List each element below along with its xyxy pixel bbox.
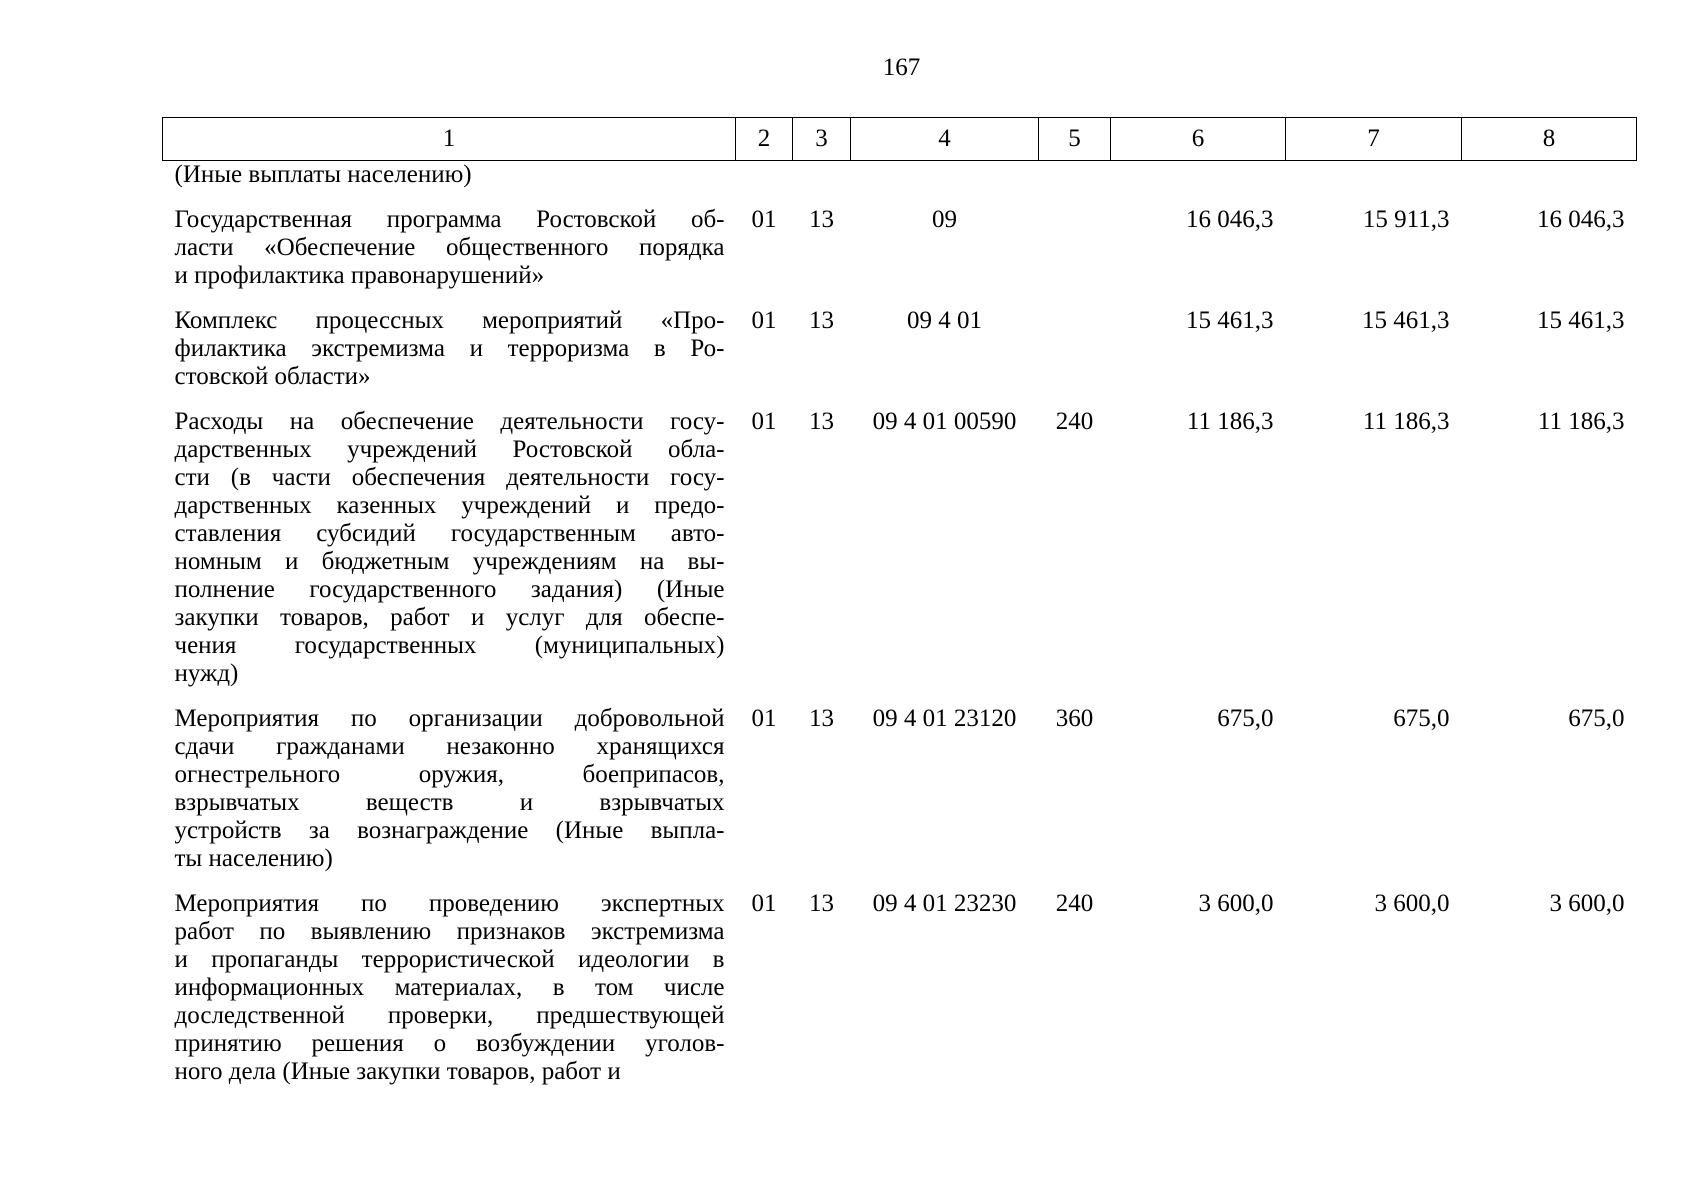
col-amount-2: 3 600,0 bbox=[1374, 890, 1450, 917]
header-col-2: 2 bbox=[736, 118, 793, 161]
row-description bbox=[163, 290, 736, 391]
col-subsection: 13 bbox=[809, 890, 834, 917]
col-expense-type bbox=[1039, 290, 1111, 391]
description-line: сдачи гражданами незаконно хранящихся bbox=[174, 733, 725, 760]
header-col-7: 7 bbox=[1286, 118, 1462, 161]
description-line: доследственной проверки, предшествующей bbox=[174, 1002, 725, 1029]
col-section: 01 bbox=[751, 408, 777, 435]
col-amount-1: 675,0 bbox=[1217, 705, 1274, 732]
table-row bbox=[163, 161, 1637, 190]
description-line: Государственная программа Ростовской об- bbox=[174, 206, 725, 233]
col-target-article: 09 bbox=[932, 206, 957, 233]
col-subsection: 13 bbox=[809, 206, 834, 233]
description-line: принятию решения о возбуждении уголов- bbox=[174, 1030, 725, 1057]
description-line: взрывчатых веществ и взрывчатых bbox=[174, 789, 725, 816]
row-description bbox=[163, 873, 736, 1086]
table-row bbox=[163, 189, 1637, 290]
description-line: филактика экстремизма и терроризма в Ро- bbox=[174, 335, 725, 362]
col-expense-type bbox=[1039, 189, 1111, 290]
description-line: и профилактика правонарушений» bbox=[174, 262, 545, 289]
description-line: ласти «Обеспечение общественного порядка bbox=[174, 234, 725, 261]
description-line: Мероприятия по проведению экспертных bbox=[174, 890, 725, 917]
table-row bbox=[163, 688, 1637, 873]
header-row bbox=[163, 118, 1637, 161]
row-description bbox=[163, 391, 736, 688]
row-description bbox=[163, 161, 736, 190]
description-line: ты населению) bbox=[174, 845, 333, 872]
header-col-6: 6 bbox=[1111, 118, 1286, 161]
description-line: стовской области» bbox=[174, 363, 371, 390]
col-amount-3: 16 046,3 bbox=[1537, 206, 1625, 233]
col-amount-2 bbox=[1286, 161, 1462, 190]
col-amount-1: 15 461,3 bbox=[1186, 307, 1274, 334]
col-target-article bbox=[851, 161, 1039, 190]
table-row bbox=[163, 391, 1637, 688]
col-amount-2: 15 911,3 bbox=[1362, 206, 1450, 233]
col-expense-type: 240 bbox=[1055, 408, 1094, 435]
row-description bbox=[163, 189, 736, 290]
description-line: дарственных учреждений Ростовской обла- bbox=[174, 436, 725, 463]
col-amount-3: 675,0 bbox=[1568, 705, 1625, 732]
description-line: огнестрельного оружия, боеприпасов, bbox=[174, 761, 725, 788]
description-line: номным и бюджетным учреждениям на вы- bbox=[174, 548, 725, 575]
col-amount-3: 3 600,0 bbox=[1549, 890, 1625, 917]
col-amount-3 bbox=[1462, 161, 1637, 190]
header-col-8: 8 bbox=[1462, 118, 1637, 161]
col-target-article: 09 4 01 00590 bbox=[872, 408, 1017, 435]
page-number: 167 bbox=[882, 54, 921, 81]
col-expense-type: 240 bbox=[1055, 890, 1094, 917]
description-line: Комплекс процессных мероприятий «Про- bbox=[174, 307, 725, 334]
description-line: устройств за вознаграждение (Иные выпла- bbox=[174, 817, 725, 844]
table-row bbox=[163, 290, 1637, 391]
description-line: Расходы на обеспечение деятельности госу- bbox=[174, 408, 725, 435]
col-target-article: 09 4 01 23230 bbox=[872, 890, 1017, 917]
description-line: информационных материалах, в том числе bbox=[174, 974, 725, 1001]
description-line: сти (в части обеспечения деятельности госу- bbox=[174, 464, 725, 491]
col-amount-2: 11 186,3 bbox=[1362, 408, 1450, 435]
col-subsection: 13 bbox=[809, 307, 834, 334]
description-line: чения государственных (муниципальных) bbox=[174, 632, 725, 659]
header-col-4: 4 bbox=[851, 118, 1039, 161]
col-amount-3: 11 186,3 bbox=[1537, 408, 1625, 435]
col-amount-1: 11 186,3 bbox=[1186, 408, 1274, 435]
row-description bbox=[163, 688, 736, 873]
table-row bbox=[163, 873, 1637, 1086]
col-amount-1: 16 046,3 bbox=[1186, 206, 1274, 233]
description-line: работ по выявлению признаков экстремизма bbox=[174, 918, 725, 945]
col-amount-2: 675,0 bbox=[1393, 705, 1450, 732]
header-col-3: 3 bbox=[793, 118, 851, 161]
col-amount-3: 15 461,3 bbox=[1537, 307, 1625, 334]
description-line: ного дела (Иные закупки товаров, работ и bbox=[174, 1058, 621, 1085]
col-section: 01 bbox=[751, 705, 777, 732]
description-line: (Иные выплаты населению) bbox=[174, 161, 472, 188]
description-line: дарственных казенных учреждений и предо- bbox=[174, 492, 725, 519]
col-expense-type: 360 bbox=[1055, 705, 1094, 732]
col-section: 01 bbox=[751, 206, 777, 233]
description-line: и пропаганды террористической идеологии в bbox=[174, 946, 725, 973]
col-amount-1 bbox=[1111, 161, 1286, 190]
budget-table bbox=[162, 117, 1637, 1086]
description-line: Мероприятия по организации добровольной bbox=[174, 705, 725, 732]
description-line: ставления субсидий государственным авто- bbox=[174, 520, 725, 547]
header-col-1: 1 bbox=[163, 118, 736, 161]
header-col-5: 5 bbox=[1039, 118, 1111, 161]
description-line: закупки товаров, работ и услуг для обеспе- bbox=[174, 604, 725, 631]
col-amount-1: 3 600,0 bbox=[1198, 890, 1274, 917]
col-section bbox=[736, 161, 793, 190]
col-amount-2: 15 461,3 bbox=[1362, 307, 1450, 334]
description-line: нужд) bbox=[174, 660, 239, 687]
col-expense-type bbox=[1039, 161, 1111, 190]
col-subsection: 13 bbox=[809, 705, 834, 732]
col-subsection bbox=[793, 161, 851, 190]
col-target-article: 09 4 01 23120 bbox=[872, 705, 1017, 732]
description-line: полнение государственного задания) (Иные bbox=[174, 576, 725, 603]
col-subsection: 13 bbox=[809, 408, 834, 435]
col-section: 01 bbox=[751, 307, 777, 334]
col-target-article: 09 4 01 bbox=[907, 307, 982, 334]
col-section: 01 bbox=[751, 890, 777, 917]
